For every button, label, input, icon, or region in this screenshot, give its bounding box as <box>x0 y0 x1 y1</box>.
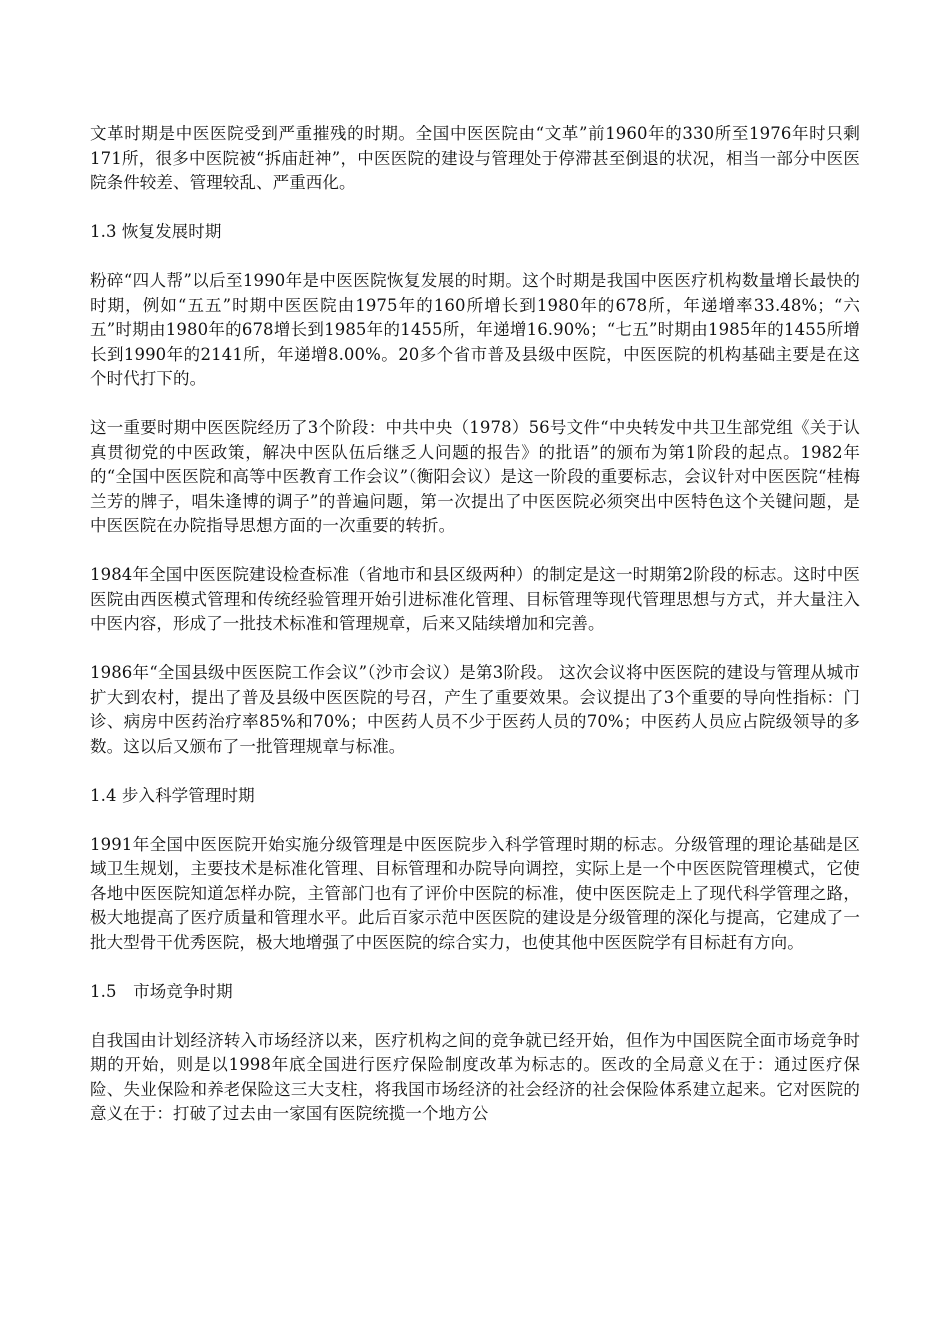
section-heading-1-3: 1.3 恢复发展时期 <box>90 222 222 241</box>
paragraph-1984-standards: 1984年全国中医医院建设检查标准（省地市和县区级两种）的制定是这一时期第2阶段的标志。这时中医医院由西医模式管理和传统经验管理开始引进标准化管理、目标管理等现代管理思想与方式，并大量注入中医内容，形成了一批技术标准和管理规章，后来又陆续增加和完善。 <box>90 565 860 633</box>
paragraph-scientific-management: 1991年全国中医医院开始实施分级管理是中医医院步入科学管理时期的标志。分级管理的理论基础是区域卫生规划，主要技术是标准化管理、目标管理和办院导向调控，实际上是一个中医医院管理模式，它使各地中医医院知道怎样办院，主管部门也有了评价中医院的标准，使中医医院走上了现代科学管理之路，极大地提高了医疗质量和管理水平。此后百家示范中医医院的建设是分级管理的深化与提高，它建成了一批大型骨干优秀医院，极大地增强了中医医院的综合实力，也使其他中医医院学有目标赶有方向。 <box>90 834 860 952</box>
paragraph-market-competition: 自我国由计划经济转入市场经济以来，医疗机构之间的竞争就已经开始，但作为中国医院全面市场竞争时期的开始，则是以1998年底全国进行医疗保险制度改革为标志的。医改的全局意义在于：通过医疗保险、失业保险和养老保险这三大支柱，将我国市场经济的社会经济的社会保险体系建立起来。它对医院的意义在于：打破了过去由一家国有医院统揽一个地方公 <box>90 1030 860 1123</box>
section-heading-1-4: 1.4 步入科学管理时期 <box>90 785 255 805</box>
paragraph-three-stages: 这一重要时期中医医院经历了3个阶段：中共中央（1978）56号文件“中央转发中共卫生部党组《关于认真贯彻党的中医政策，解决中医队伍后继乏人问题的报告》的批语”的颁布为第1阶段的起点。1982年的“全国中医医院和高等中医教育工作会议”（衡阳会议）是这一阶段的重要标志，会议针对中医医院“桂梅兰芳的牌子，唱朱逢博的调子”的普遍问题，第一次提出了中医医院必须突出中医特色这个关键问题，是中医医院在办院指导思想方面的一次重要的转折。 <box>90 418 860 535</box>
paragraph-recovery-growth: 粉碎“四人帮”以后至1990年是中医医院恢复发展的时期。这个时期是我国中医医疗机构数量增长最快的时期，例如“五五”时期中医医院由1975年的160所增长到1980年的678所，年递增率33.48%；“六五”时期由1980年的678增长到1985年的1455所，年递增16.90%；“七五”时期由1985年的1455所增长到1990年的2141所，年递增8.00%。20多个省市普及县级中医院，中医医院的机构基础主要是在这个时代打下的。 <box>90 271 860 388</box>
document-body <box>90 122 860 1151</box>
paragraph-1986-meeting: 1986年“全国县级中医医院工作会议”（沙市会议）是第3阶段。 这次会议将中医医院的建设与管理从城市扩大到农村，提出了普及县级中医医院的号召，产生了重要效果。会议提出了3个重要的导向性指标：门诊、病房中医药治疗率85%和70%；中医药人员不少于医药人员的70%；中医药人员应占院级领导的多数。这以后又颁布了一批管理规章与标准。 <box>90 663 860 756</box>
section-heading-1-5: 1.5 市场竞争时期 <box>90 981 233 1001</box>
paragraph-cultural-revolution: 文革时期是中医医院受到严重摧残的时期。全国中医医院由“文革”前1960年的330所至1976年时只剩171所，很多中医院被“拆庙赶神”，中医医院的建设与管理处于停滞甚至倒退的状况，相当一部分中医医院条件较差、管理较乱、严重西化。 <box>90 124 860 192</box>
